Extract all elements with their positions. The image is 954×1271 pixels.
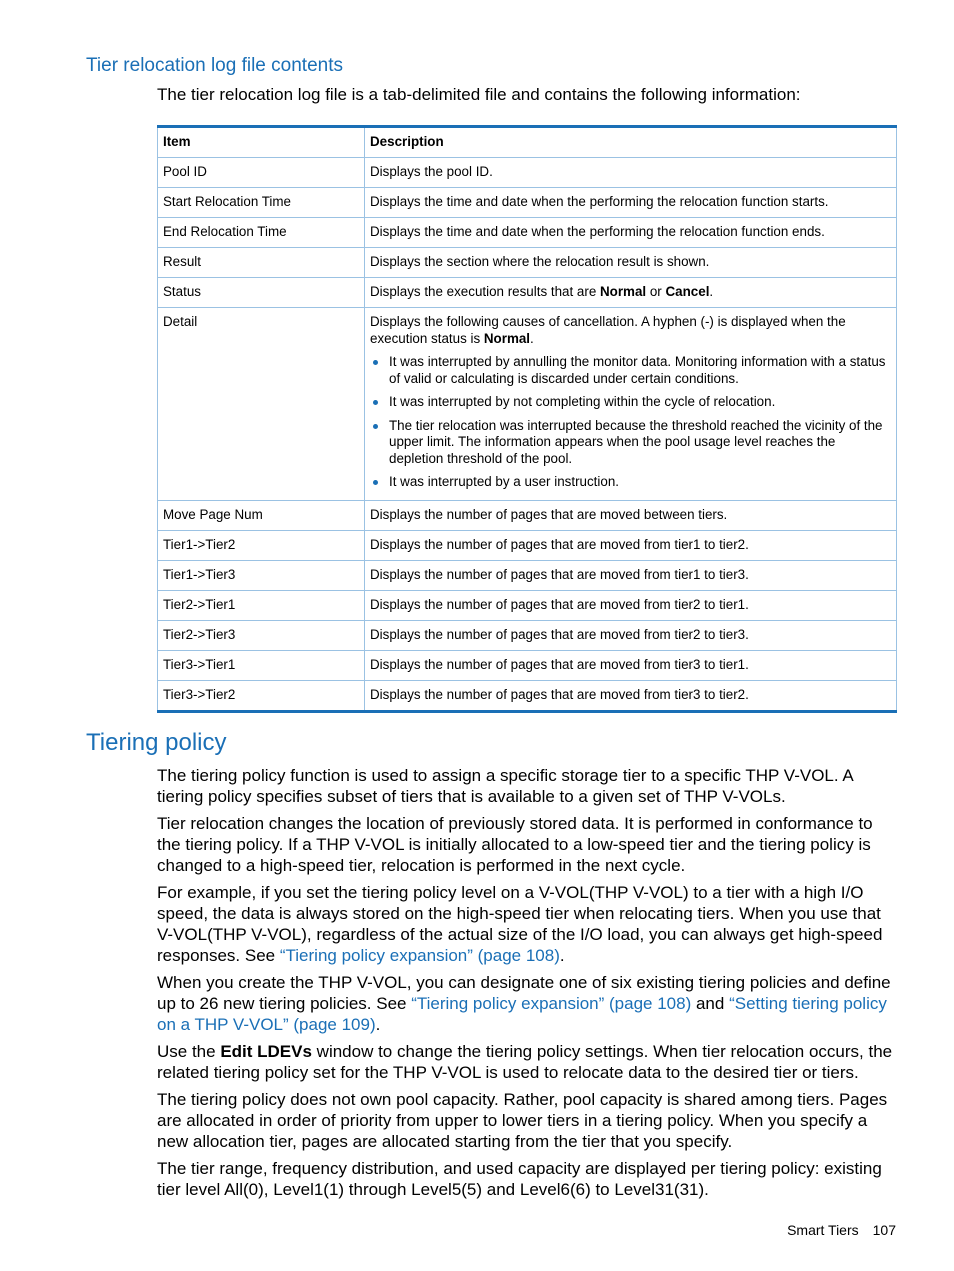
row-item: Tier3->Tier1 [158,650,365,680]
row-item: Tier1->Tier2 [158,530,365,560]
list-item [370,418,891,468]
row-description: Displays the number of pages that are moved from tier3 to tier2. [365,680,897,711]
row-item: Start Relocation Time [158,188,365,218]
header-item: Item [158,127,365,158]
table-row [158,620,897,650]
table-row [158,158,897,188]
table-row [158,530,897,560]
section-title: Tiering policy [86,729,227,756]
row-description: Displays the number of pages that are moved from tier2 to tier1. [365,590,897,620]
row-description [365,308,897,501]
paragraph-text: Use the [157,1042,221,1061]
paragraph [157,882,899,966]
policy-body [157,765,899,1206]
section-subtitle: Tier relocation log file contents [86,55,343,76]
table-row [158,650,897,680]
row-item: Tier3->Tier2 [158,680,365,711]
bullet-icon [373,400,378,405]
table-row [158,188,897,218]
row-item: Move Page Num [158,500,365,530]
row-description: Displays the number of pages that are moved from tier2 to tier3. [365,620,897,650]
row-item: Pool ID [158,158,365,188]
list-item [370,394,891,411]
row-description: Displays the time and date when the performing the relocation function starts. [365,188,897,218]
row-item: Status [158,278,365,308]
list-item [370,354,891,387]
table-header-row [158,127,897,158]
row-item: Tier1->Tier3 [158,560,365,590]
status-desc-post: . [709,284,714,299]
bullet-icon [373,360,378,365]
table-row-detail [158,308,897,501]
paragraph-text: . [375,1015,381,1034]
log-contents-table [157,125,897,713]
status-desc-mid: or [646,284,666,299]
page-number: 107 [872,1222,896,1238]
link-setting-tiering-policy[interactable]: “Setting tiering policy on a THP V-VOL” (page 109) [157,994,887,1034]
row-description: Displays the number of pages that are moved from tier1 to tier3. [365,560,897,590]
paragraph: The tiering policy function is used to assign a specific storage tier to a specific THP V-VOL. A tiering policy specifies subset of tiers that is available to a given set of THP V-VOLs. [157,766,853,806]
paragraph-text: and [691,994,730,1013]
status-normal: Normal [600,284,647,299]
paragraph: The tier range, frequency distribution, and used capacity are displayed per tiering policy: existing tier level All(0), Level1(1) through Level5(5) and Level6(6) to Level31(31). [157,1159,882,1199]
paragraph: Tier relocation changes the location of previously stored data. It is performed in conformance to the tiering policy. If a THP V-VOL is initially allocated to a low-speed tier and the tiering policy is changed to a high-speed tier, relocation is performed in the next cycle. [157,814,873,875]
paragraph: The tiering policy does not own pool capacity. Rather, pool capacity is shared among tiers. Pages are allocated in order of priority from upper to lower tiers in a tiering policy. When you specify a new allocation tier, pages are allocated starting from the tier that you specify. [157,1090,888,1151]
paragraph-text: . [559,946,565,965]
list-item-text: It was interrupted by a user instruction. [389,474,619,489]
status-cancel: Cancel [665,284,710,299]
link-tiering-policy-expansion[interactable]: “Tiering policy expansion” (page 108) [279,946,560,965]
paragraph-text: When you create the THP V-VOL, you can designate one of six existing tiering policies and define up to 26 new tiering policies. See [157,973,891,1013]
row-description: Displays the number of pages that are moved from tier3 to tier1. [365,650,897,680]
detail-pre: Displays the following causes of cancellation. A hyphen (-) is displayed when the execution status is [370,314,846,346]
paragraph-text: window to change the tiering policy settings. When tier relocation occurs, the related tiering policy set for the THP V-VOL is used to relocate data to the desired tier or tiers. [157,1042,893,1082]
list-item-text: It was interrupted by not completing within the cycle of relocation. [389,394,776,409]
row-item: Tier2->Tier1 [158,590,365,620]
table-row [158,218,897,248]
table-row [158,590,897,620]
list-item-text: The tier relocation was interrupted because the threshold reached the vicinity of the upper limit. The information appears when the pool usage level reaches the depletion threshold of the pool. [389,417,883,466]
row-description: Displays the number of pages that are moved between tiers. [365,500,897,530]
status-desc-pre: Displays the execution results that are [370,284,600,299]
detail-normal: Normal [483,330,531,346]
detail-intro [370,314,891,347]
row-item: Result [158,248,365,278]
row-item: End Relocation Time [158,218,365,248]
row-item: Detail [158,308,365,501]
paragraph [157,1041,899,1083]
table-row [158,560,897,590]
page-footer [700,1222,896,1238]
list-item [370,474,891,491]
row-description: Displays the section where the relocation result is shown. [365,248,897,278]
row-description: Displays the time and date when the performing the relocation function ends. [365,218,897,248]
intro-text: The tier relocation log file is a tab-delimited file and contains the following information: [157,85,801,104]
row-description [365,278,897,308]
paragraph-text: For example, if you set the tiering policy level on a V-VOL(THP V-VOL) to a tier with a high I/O speed, the data is always stored on the high-speed tier when relocating tiers. When you use that V-VOL(THP V-VOL), regardless of the actual size of the I/O load, you can always get high-speed responses. See [157,883,883,965]
row-item: Tier2->Tier3 [158,620,365,650]
paragraph [157,972,899,1035]
list-item-text: It was interrupted by annulling the monitor data. Monitoring information with a status of valid or calculating is discarded under certain conditions. [389,354,886,386]
link-tiering-policy-expansion[interactable]: “Tiering policy expansion” (page 108) [411,994,692,1013]
row-description: Displays the pool ID. [365,158,897,188]
table-row-status [158,278,897,308]
footer-section: Smart Tiers [787,1222,859,1238]
edit-ldevs-label: Edit LDEVs [220,1042,312,1061]
detail-post: . [530,330,534,346]
table-row [158,248,897,278]
table-row [158,500,897,530]
header-description: Description [365,127,897,158]
detail-bullet-list [370,354,891,491]
bullet-icon [373,480,378,485]
table-row [158,680,897,711]
row-description: Displays the number of pages that are moved from tier1 to tier2. [365,530,897,560]
bullet-icon [373,424,378,429]
